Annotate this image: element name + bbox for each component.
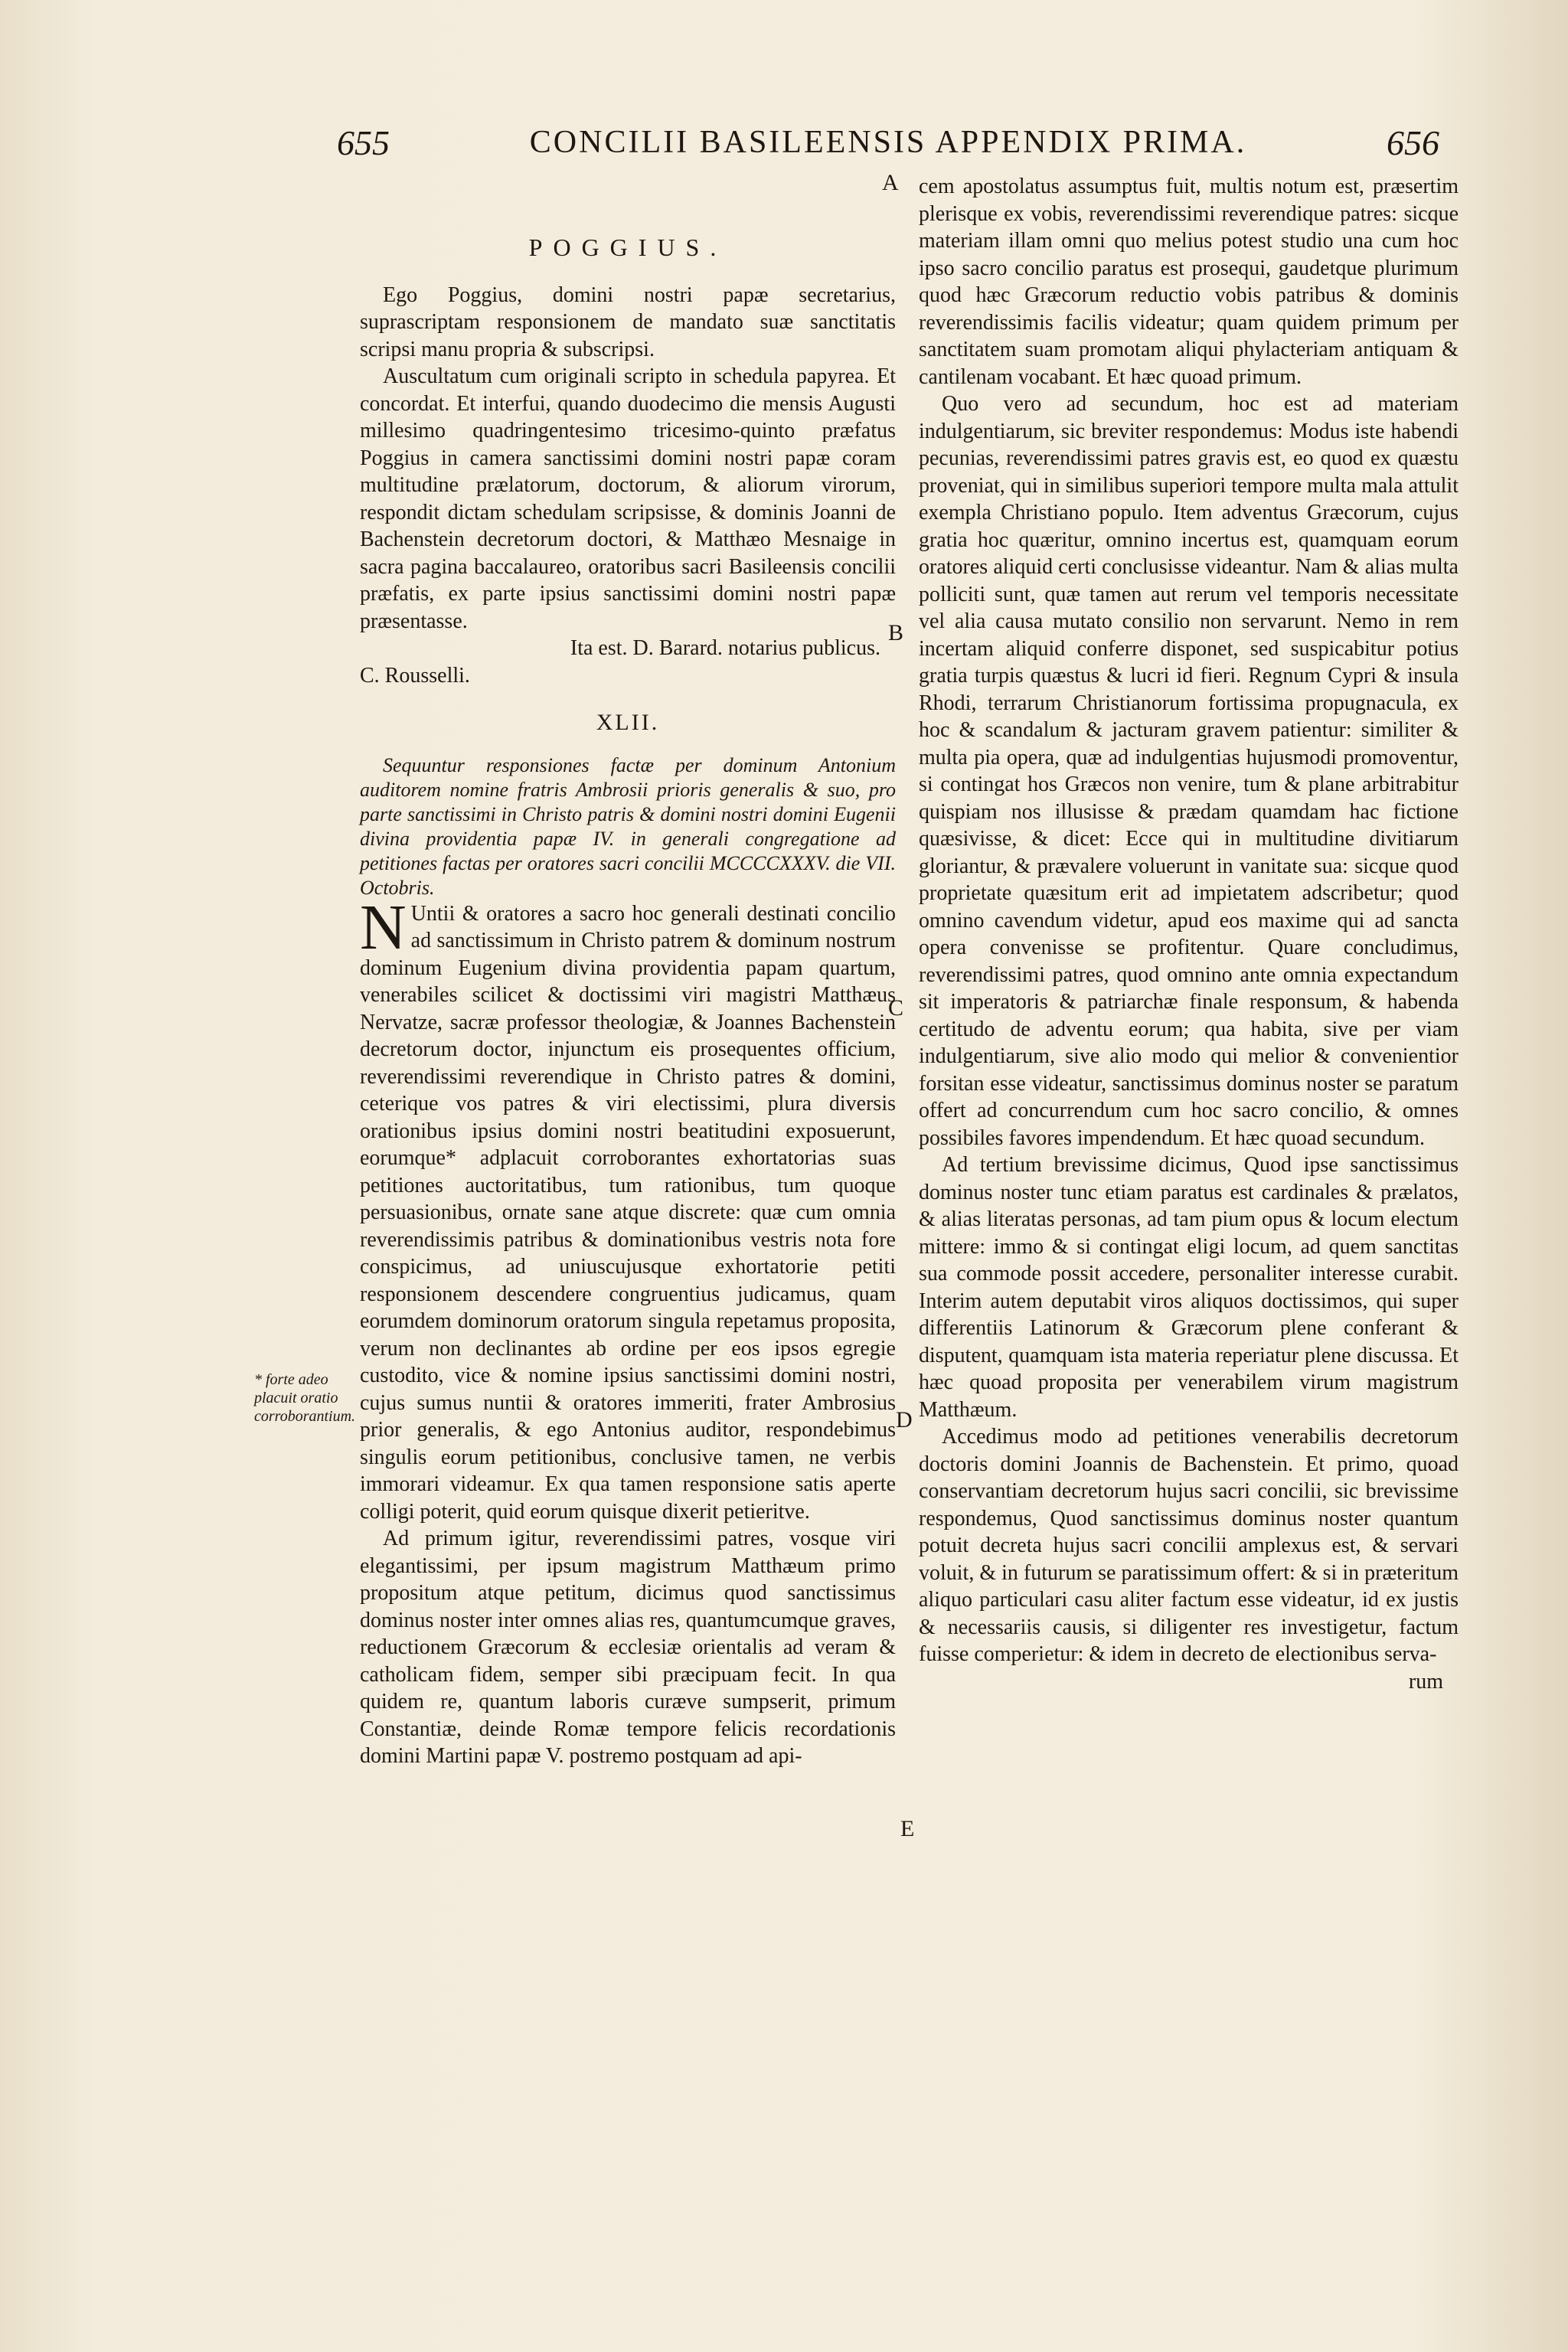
column-mark-a: A bbox=[882, 170, 899, 195]
signature-notary: Ita est. D. Barard. notarius publicus. bbox=[570, 636, 880, 660]
paragraph: Ad tertium brevissime dicimus, Quod ipse sanctissimus dominus noster tunc etiam paratus est cardinales & prælatos, & alias literatas personas, ad tam pium opus & locum electum mittere: immo & si contingat eligi locum, ad quem sanctitas sua commode possit accedere, personaliter interesse curabit. Interim autem deputabit viros aliquos doctissimos, qui super differentiis Latinorum & Græcorum plene conferant & disputent, quamquam ista materia reperiatur plene discussa. Et hæc quoad proposita per venerabilem virum magistrum Matthæum. bbox=[919, 1153, 1459, 1422]
paragraph: Accedimus modo ad petitiones venerabilis decretorum doctoris domini Joannis de Bachenstein. Et primo, quoad conservantiam decretorum hujus sacri concilii, sic brevissime respondemus, Quod sanctissimus dominus noster quantum potuit decreta hujus sacri concilii amplexus est, & servari voluit, & in futurum se paratissimum offert: & si in præteritum aliquo particulari casu aliter factum esse videatur, id ex justis & necessariis causis, si diligenter res investigetur, factum fuisse comperietur: & idem in decreto de electionibus serva- bbox=[919, 1425, 1459, 1666]
column-mark-b: B bbox=[888, 620, 904, 645]
section-subheading: Sequuntur responsiones factæ per dominum Antonium auditorem nomine fratris Ambrosii prioris generalis & suo, pro parte sanctissimi in Christo patris & domini nostri domini Eugenii divina providentia papæ IV. in generali congregatione ad petitiones factas per oratores sacri concilii MCCCCXXXV. die VII. Octobris. bbox=[360, 753, 896, 899]
paragraph-text: Untii & oratores a sacro hoc generali destinati concilio ad sanctissimum in Christo patrem & dominum nostrum dominum Eugenium divina providentia papam quartum, venerabiles scilicet & doctissimi viri magistri Matthæus Nervatze, sacræ professor theologiæ, & Joannes Bachenstein decretorum doctor, injunctum eis prosequentes officium, reverendissimi reverendique in Christo patres & domini, ceterique vos patres & viri electissimi, plura diversis orationibus ipsius domini nostri beatitudini exposuerunt, eorumque* adplacuit corroborantes exhortatorias suas petitiones auctoritatibus, tum rationibus, tum quoque persuasionibus, ornate sane atque discrete: quæ cum omnia reverendissimis patribus & dominationibus vestris nota fore conspicimus, ad uniuscujusque exhortatorie petiti responsionem descendere congruentius judicamus, quam eorumdem dominorum oratorum singula repetamus proposita, verum non declinantes ab ordine per eos ipsos egregie custodito, vice & nomine ipsius sanctissimi domini nostri, cujus sumus nuntii & oratores immeriti, frater Ambrosius prior generalis, & ego Antonius auditor, respondebimus singulis eorum petitionibus, conclusive tamen, ne verbis immorari videamur. Ex qua tamen responsione satis aperte colligi poterit, quid eorum quisque dixerit petieritve. bbox=[360, 901, 896, 1524]
paragraph: Ad primum igitur, reverendissimi patres, vosque viri elegantissimi, per ipsum magistrum Matthæum primo propositum atque petitum, dicimus quod sanctissimus dominus noster inter omnes alias res, quantumcumque graves, reductionem Græcorum & ecclesiæ orientalis ad veram & catholicam fidem, semper sibi præcipuam fecit. In qua quidem re, quantum laboris curæve sumpserit, primum Constantiæ, deinde Romæ tempore felicis recordationis domini Martini papæ V. postremo postquam ad api- bbox=[360, 1527, 896, 1768]
signature-rousselli: C. Rousselli. bbox=[360, 663, 470, 688]
running-title: CONCILII BASILEENSIS APPENDIX PRIMA. bbox=[529, 125, 1247, 160]
section-number: XLII. bbox=[596, 710, 660, 735]
drop-cap: N bbox=[360, 891, 407, 963]
column-mark-e: E bbox=[900, 1816, 915, 1841]
paragraph: cem apostolatus assumptus fuit, multis notum est, præsertim plerisque ex vobis, reverendissimi reverendique patres: sicque materiam illam omni quo melius potest studio una cum hoc ipso sacro concilio paratus est prosequi, gaudetque plurimum quod hæc Græcorum reductio vobis patribus & dominis reverendissimis facilis videatur; quam quidem primum per sanctitatem suam promotam aliqui phylacteriam antiquam & cantilenam vocabant. Et hæc quoad primum. bbox=[919, 175, 1459, 389]
left-column bbox=[360, 173, 896, 1770]
paragraph: Auscultatum cum originali scripto in schedula papyrea. Et concordat. Et interfui, quando duodecimo die mensis Augusti millesimo quadringentesimo tricesimo-quinto præfatus Poggius in camera sanctissimi domini nostri papæ coram multitudine prælatorum, doctorum, & aliorum virorum, respondit dictam schedulam scripsisse, & dominis Joanni de Bachenstein decretorum doctori, & Matthæo Mesnaige in sacra pagina baccalaureo, oratoribus sacri Basileensis concilii præfatis, ex parte ipsius sanctissimi domini nostri papæ præsentasse. bbox=[360, 364, 896, 633]
section-title-poggius: POGGIUS. bbox=[528, 234, 727, 261]
right-column bbox=[919, 173, 1459, 1695]
column-mark-d: D bbox=[896, 1407, 913, 1432]
paragraph: Ego Poggius, domini nostri papæ secretarius, suprascriptam responsionem de mandato suæ sanctitatis scripsi manu propria & subscripsi. bbox=[360, 283, 896, 361]
page-number-right: 656 bbox=[1387, 123, 1439, 162]
column-mark-c: C bbox=[888, 995, 904, 1021]
catchword: rum bbox=[1408, 1669, 1443, 1694]
paragraph-opening bbox=[360, 891, 896, 1526]
running-header bbox=[337, 122, 1439, 176]
page-number-left: 655 bbox=[337, 123, 390, 162]
margin-note: * forte adeo placuit oratio corroborantium. bbox=[254, 1371, 356, 1425]
paragraph: Quo vero ad secundum, hoc est ad materiam indulgentiarum, sic breviter respondemus: Modus iste habendi pecunias, reverendissimi patres gravis est, eo quod ex quæstu proveniat, qui in similibus superiori tempore multa mala attulit exempla Christiano populo. Item adventus Græcorum, cujus gratia hoc quæritur, omnino incertus est, quamquam eorum oratores aliquid certi conclusisse videantur. Nam & alias multa polliciti sunt, quæ tamen aut rerum vel temporis necessitate vel alia causa mutato consilio non servarunt. Nemo in rem incertam aliquid conferre disponet, sed suspicabitur potius gratia turpis quæstus & lucri id fieri. Regnum Cypri & insula Rhodi, terrarum Christianorum fortissima propugnacula, ex hoc & scandalum & jacturam gravem patientur: similiter & multa pia opera, quæ ad indulgentias hujusmodi promoventur, si contingat hos Græcos non venire, tum & plane arbitrabitur quispiam nos illusisse & prædam quamdam hac fictione quæsivisse, & dicet: Ecce qui in multitudine divitiarum gloriantur, & prævalere voluerunt in vanitate sua: sicque quod proprietate quæsitum erit ad impietatem adscribetur; quod omnino cavendum videtur, apud eos maxime qui ad sancta opera convenisse se profitentur. Quare concludimus, reverendissimi patres, quod omnino ante omnia expectandum sit imperatoris & patriarchæ finale responsum, & habenda certitudo de adventu eorum; qua habita, sive per viam indulgentiarum, sive alio modo qui melior & convenientior forsitan esse videatur, sanctissimus dominus noster se paratum offert ad concurrendum cum hoc sacro concilio, & omnes possibiles favores impendendum. Et hæc quoad secundum. bbox=[919, 392, 1459, 1150]
